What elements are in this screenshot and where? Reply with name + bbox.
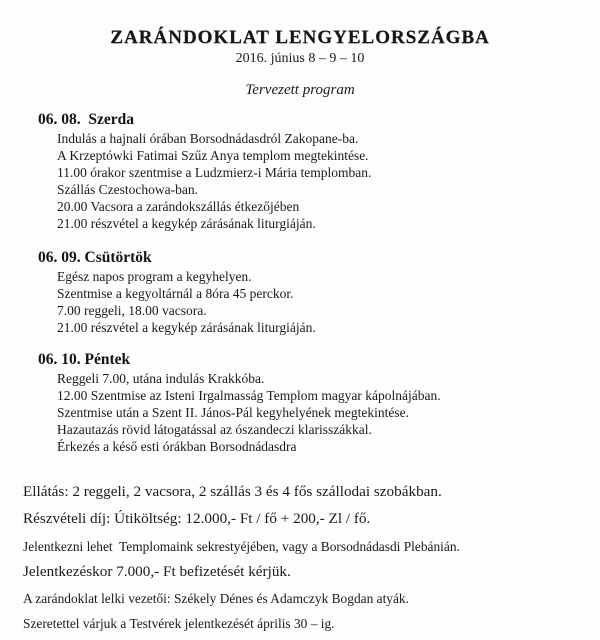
program-line: Hazautazás rövid látogatással az ószandeczi klarisszákkal.: [57, 422, 372, 437]
doc-date: 2016. június 8 – 9 – 10: [235, 51, 365, 66]
program-line: 21.00 részvétel a kegykép zárásának liturgiáján.: [57, 216, 316, 231]
program-line: A Krzeptówki Fatimai Szűz Anya templom megtekintése.: [57, 148, 369, 163]
program-line: Szentmise után a Szent II. János-Pál kegyhelyének megtekintése.: [57, 405, 410, 420]
program-line: Egész napos program a kegyhelyen.: [57, 269, 252, 284]
doc-title: ZARÁNDOKLAT LENGYELORSZÁGBA: [110, 27, 490, 48]
document-notes: [23, 482, 582, 632]
document-header: [0, 27, 600, 99]
day-program-lines: [57, 130, 600, 232]
day-section-thursday: [38, 248, 600, 336]
day-program-lines: [57, 268, 600, 336]
deadline-line: Szeretettel várjuk a Testvérek jelentkezését április 30 – ig.: [23, 616, 335, 631]
program-line: 21.00 részvétel a kegykép zárásának liturgiáján.: [57, 320, 316, 335]
program-line: 11.00 órakor szentmise a Ludzmierz-i Mária templomban.: [57, 165, 372, 180]
program-line: Indulás a hajnali órában Borsodnádasdról Zakopane-ba.: [57, 131, 359, 146]
program-line: Szentmise a kegyoltárnál a 8óra 45 perckor.: [57, 286, 294, 301]
day-program-lines: [57, 370, 600, 455]
leaders-line: A zarándoklat lelki vezetői: Székely Dénes és Adamczyk Bogdan atyák.: [23, 591, 409, 606]
fee-line: Részvételi díj: Útiköltség: 12.000,- Ft / fő + 200,- Zl / fő.: [23, 510, 371, 527]
day-heading: 06. 10. Péntek: [38, 351, 131, 368]
program-line: Reggeli 7.00, utána indulás Krakkóba.: [57, 371, 265, 386]
program-line: Szállás Czestochowa-ban.: [57, 182, 198, 197]
registration-line: Jelentkezni lehet Templomaink sekrestyéjében, vagy a Borsodnádasdi Plebánián.: [23, 539, 460, 554]
program-line: 7.00 reggeli, 18.00 vacsora.: [57, 303, 207, 318]
day-section-friday: [38, 350, 600, 455]
day-heading: 06. 08. Szerda: [38, 111, 135, 128]
day-heading: 06. 09. Csütörtök: [38, 249, 152, 266]
program-line: 12.00 Szentmise az Isteni Irgalmasság Templom magyar kápolnájában.: [57, 388, 441, 403]
catering-line: Ellátás: 2 reggeli, 2 vacsora, 2 szállás 3 és 4 fős szállodai szobákban.: [23, 483, 442, 500]
program-subtitle: Tervezett program: [245, 82, 355, 98]
program-line: 20.00 Vacsora a zarándokszállás étkezőjében: [57, 199, 300, 214]
day-section-wednesday: [38, 110, 600, 232]
deposit-line: Jelentkezéskor 7.000,- Ft befizetését kérjük.: [23, 563, 291, 580]
program-line: Érkezés a késő esti órákban Borsodnádasdra: [57, 439, 297, 454]
